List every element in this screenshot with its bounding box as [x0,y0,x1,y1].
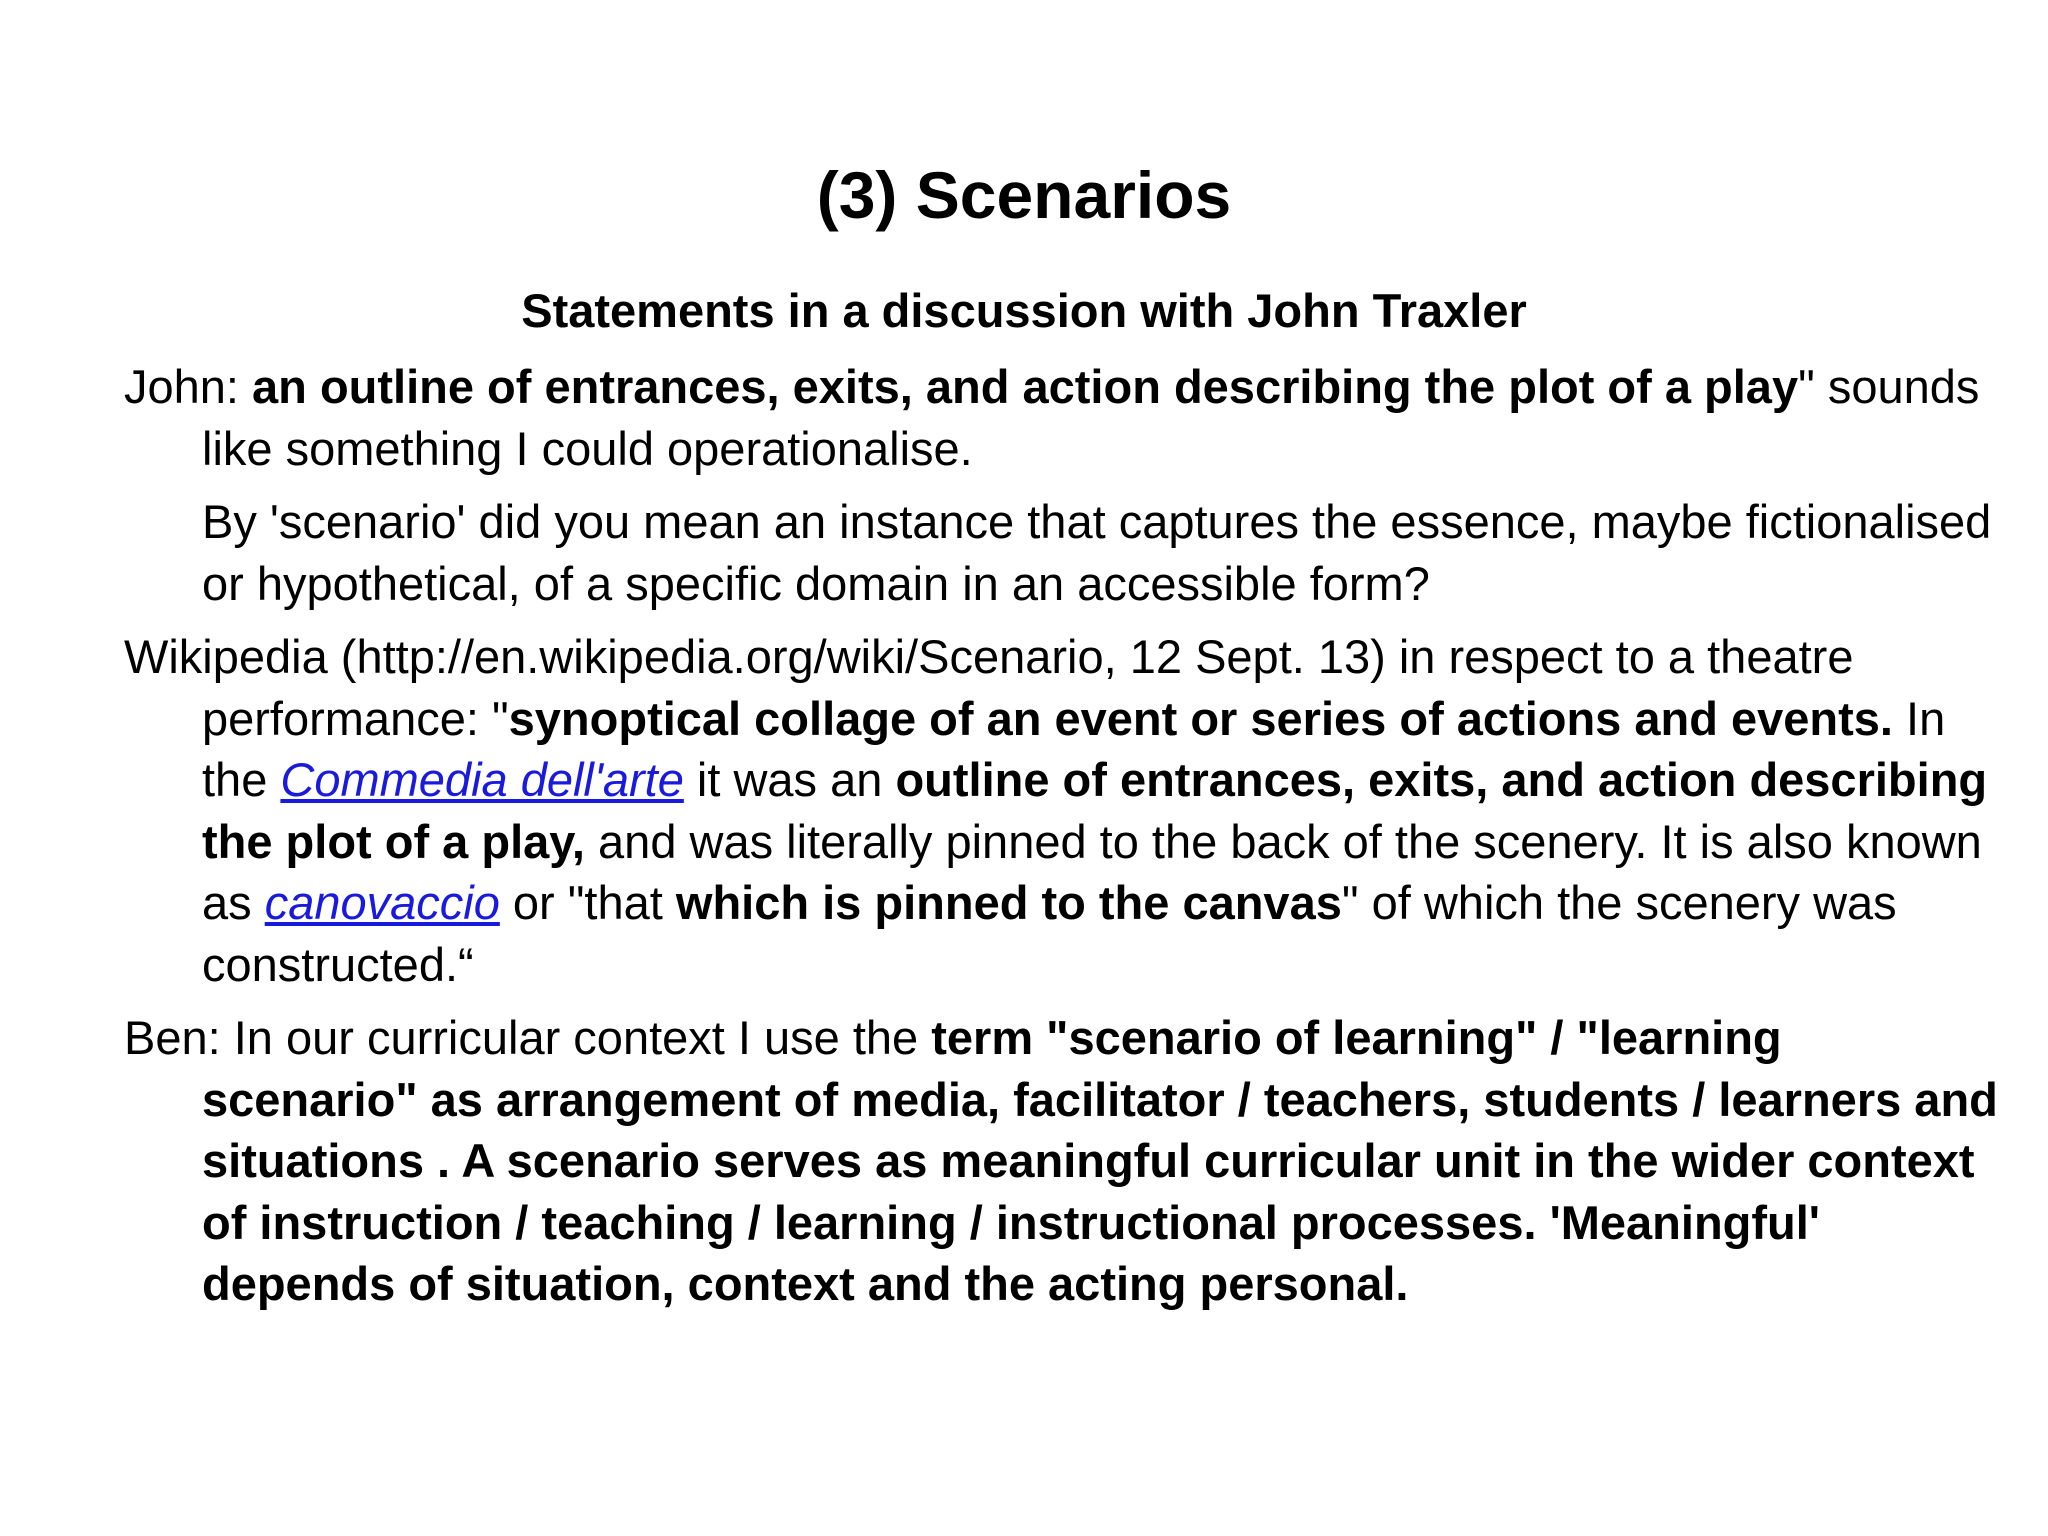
wikipedia-text-5: " of which the scenery was constructed.“ [202,876,1897,991]
john-after-quote: " sounds like something I could operationalise. [202,360,1980,475]
wikipedia-text-1: In the [202,691,1946,806]
john-question [124,491,2004,614]
commedia-link[interactable]: Commedia dell'arte [280,753,684,806]
canovaccio-link[interactable]: canovaccio [264,876,500,929]
slide-body [124,356,2004,1315]
john-statement [124,356,2004,479]
slide-subtitle: Statements in a discussion with John Traxler [521,284,1527,337]
wikipedia-statement [124,626,2004,995]
wikipedia-bold-outline: outline of entrances, exits, and action describing the plot of a play, [202,753,1988,868]
wikipedia-intro: Wikipedia (http://en.wikipedia.org/wiki/Scenario, 12 Sept. 13) in respect to a theatre performance: " [124,630,1854,745]
slide-title: (3) Scenarios [816,158,1232,232]
wikipedia-text-4: or "that [499,876,676,929]
wikipedia-text-2: it was an [683,753,896,806]
john-speaker: John: [124,360,253,413]
ben-bold-definition: term "scenario of learning" / "learning scenario" as arrangement of media, facilitator / teachers, students / learners and situations . A scenario serves as meaningful curricular unit in the wider context of instruction / teaching / learning / instructional processes. 'Meaningful' depends of situation, context and the acting personal. [202,1011,1998,1310]
ben-statement [124,1007,2004,1315]
wikipedia-text-3: and was literally pinned to the back of the scenery. It is also known as [202,814,1982,929]
wikipedia-bold-synoptical: synoptical collage of an event or series of actions and events. [508,691,1893,745]
wikipedia-bold-pinned: which is pinned to the canvas [675,876,1342,929]
ben-intro: Ben: In our curricular context I use the [124,1011,932,1064]
john-question-text: By 'scenario' did you mean an instance that captures the essence, maybe fictionalised or hypothetical, of a specific domain in an accessible form? [202,495,1992,610]
john-quote: an outline of entrances, exits, and action describing the plot of a play [252,360,1799,413]
